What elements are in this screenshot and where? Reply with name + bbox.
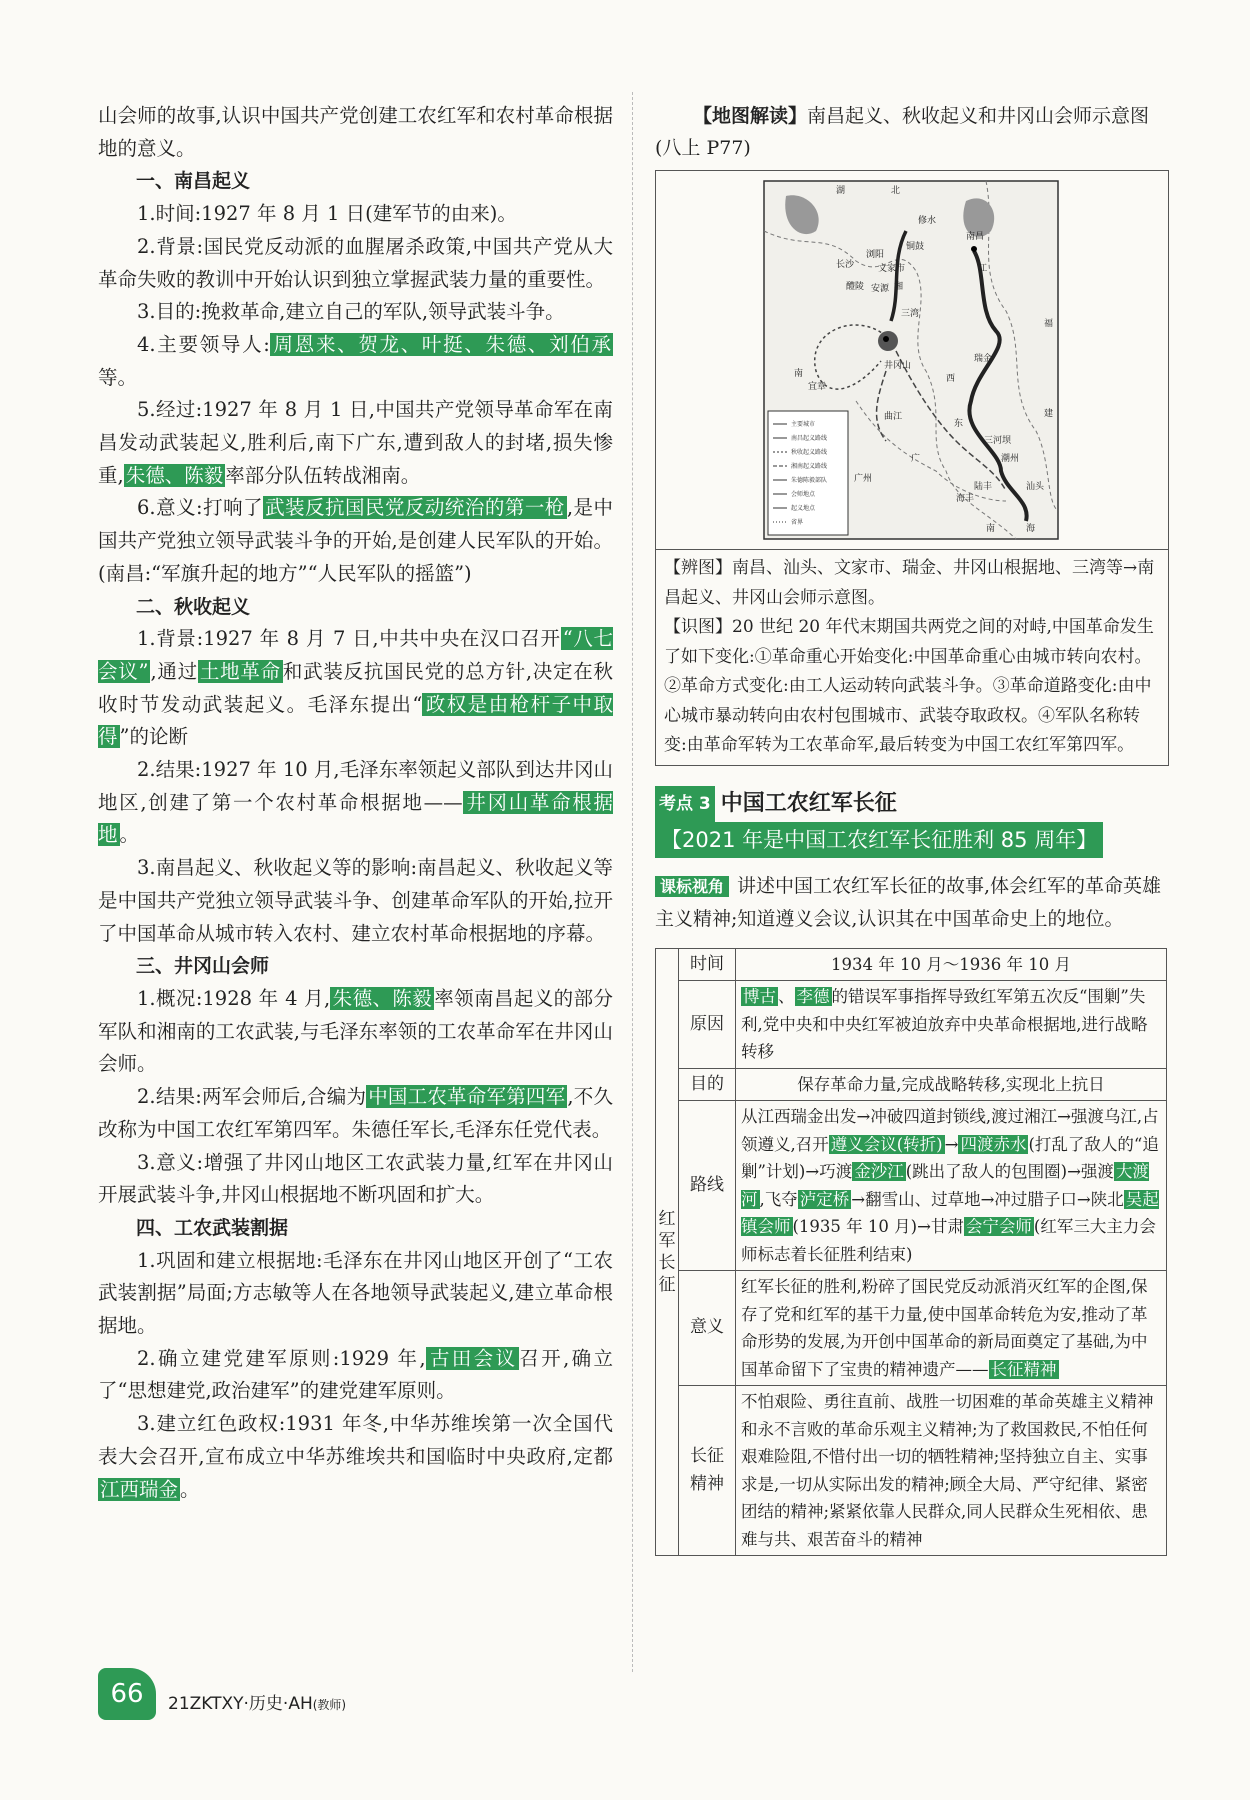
- nanchang-process: 5.经过:1927 年 8 月 1 日,中国共产党领导革命军在南昌发动武装起义,胜利后,南下广东,遭到敌人的封堵,损失惨重, 朱德、陈毅 率部分队伍转战湘南。: [98, 398, 613, 487]
- map-label: 南昌: [966, 231, 985, 241]
- map-label: 三河坝: [984, 435, 1012, 445]
- nanchang-purpose: 3.目的:挽救革命,建立自己的军队,领导武装斗争。: [137, 300, 565, 324]
- highlight: 四渡赤水: [960, 1134, 1027, 1154]
- map-label: 南: [986, 523, 996, 533]
- highlight: 中国工农革命军第四军: [368, 1085, 566, 1109]
- highlight: 江西瑞金: [100, 1477, 179, 1501]
- key-point-header: [655, 786, 1171, 858]
- map-label: 建: [1044, 408, 1054, 418]
- key-point-note: 【2021 年是中国工农红军长征胜利 85 周年】: [655, 822, 1103, 858]
- map-label: 潮州: [1001, 453, 1020, 463]
- curriculum-view: [655, 870, 1171, 936]
- map-box: [655, 170, 1169, 766]
- section-title-autumn: 二、秋收起义: [136, 595, 251, 618]
- legend-item: 主要城市: [791, 422, 816, 428]
- highlight: 博古: [743, 987, 776, 1006]
- map-label: 陆丰: [974, 481, 993, 491]
- separation-principle: 2.确立建党建军原则:1929 年, 古田会议 召开,确立了“思想建党,政治建军”的建党建军原则。: [98, 1346, 613, 1403]
- map-label: 东: [954, 418, 964, 428]
- row-aim: 保存革命力量,完成战略转移,实现北上抗日: [736, 1068, 1167, 1101]
- map-label: 海: [1026, 523, 1036, 533]
- map-heading: 【地图解读】南昌起义、秋收起义和井冈山会师示意图(八上 P77): [655, 105, 1150, 159]
- intro-text: 山会师的故事,认识中国共产党创建工农红军和农村革命根据地的意义。: [98, 104, 613, 160]
- row-time: 1934 年 10 月～1936 年 10 月: [736, 948, 1167, 981]
- long-march-table: [655, 948, 1167, 1557]
- row-label: 目的: [679, 1068, 736, 1101]
- right-column: [655, 100, 1171, 1556]
- row-reason: 博古 、 李德 的错误军事指挥导致红军第五次反“围剿”失利,党中央和中央红军被迫放弃中央革命根据地,进行战略转移: [736, 981, 1167, 1069]
- page-footer: [98, 1668, 346, 1720]
- highlight: “八七会议”: [98, 627, 613, 683]
- legend-item: 湘南起义路线: [791, 464, 828, 470]
- highlight: 古田会议: [427, 1346, 518, 1370]
- map-label: 福: [1044, 318, 1054, 328]
- map-label: 安源: [871, 283, 890, 293]
- section-title-armed-separation: 四、工农武装割据: [136, 1216, 289, 1239]
- row-label: 路线: [679, 1101, 736, 1271]
- section-title-nanchang: 一、南昌起义: [136, 170, 251, 193]
- highlight: 泸定桥: [799, 1189, 850, 1209]
- map-label: 海丰: [956, 493, 975, 503]
- column-divider: [632, 92, 633, 1672]
- table-side-label: 红军长征: [656, 948, 679, 1556]
- map-label: 广: [911, 453, 921, 463]
- map-label: 井冈山: [884, 360, 912, 370]
- map-label: 铜鼓: [906, 241, 925, 251]
- autumn-impact: 3.南昌起义、秋收起义等的影响:南昌起义、秋收起义等是中国共产党独立领导武装斗争、创建革命军队的开始,拉开了中国革命从城市转入农村、建立农村革命根据地的序幕。: [98, 856, 613, 945]
- map-label: 曲江: [884, 411, 903, 421]
- map-label: 宜章: [808, 381, 827, 391]
- row-spirit: 不怕艰险、勇往直前、战胜一切困难的革命英雄主义精神和永不言败的革命乐观主义精神;为了救国救民,不怕任何艰难险阻,不惜付出一切的牺牲精神;坚持独立自主、实事求是,一切从实际出发的精神;顾全大局、严守纪律、紧密团结的精神;紧紧依靠人民群众,同人民群众生死相依、患难与共、艰苦奋斗的精神: [736, 1386, 1167, 1556]
- highlight: 金沙江: [854, 1162, 904, 1181]
- page-number: 66: [98, 1668, 156, 1720]
- map-label: 浏阳: [866, 249, 885, 259]
- highlight: 武装反抗国民党反动统治的第一枪: [265, 496, 565, 520]
- left-column: [98, 100, 613, 1506]
- legend-item: 朱德陈毅部队: [791, 478, 828, 484]
- autumn-result: 2.结果:1927 年 10 月,毛泽东率领起义部队到达井冈山地区,创建了第一个农村革命根据地—— 井冈山革命根据地 。: [98, 758, 613, 847]
- map-label: 广州: [854, 473, 873, 483]
- shi-note: 【识图】20 世纪 20 年代末期国共两党之间的对峙,中国革命发生了如下变化:①革命重心开始变化:中国革命重心由城市转向农村。②革命方式变化:由工人运动转向武装斗争。③革命道路变化:由中心城市暴动转向由农村包围城市、武装夺取政权。④军队名称转变:由革命军转为工农革命军,最后转变为中国工农红军第四军。: [664, 617, 1154, 755]
- highlight: 李德: [796, 987, 830, 1006]
- map-tag: 【地图解读】: [693, 105, 808, 127]
- legend-item: 会师地点: [791, 492, 816, 498]
- map-notes: [656, 549, 1168, 765]
- row-significance: 红军长征的胜利,粉碎了国民党反动派消灭红军的企图,保存了党和红军的基干力量,使中国革命转危为安,推动了革命形势的发展,为开创中国革命的新局面奠定了基础,为中国革命留下了宝贵的精神遗产—— 长征精神: [736, 1271, 1167, 1386]
- jinggang-significance: 3.意义:增强了井冈山地区工农武装力量,红军在井冈山开展武装斗争,井冈山根据地不断巩固和扩大。: [98, 1150, 613, 1207]
- row-label: 意义: [679, 1271, 736, 1386]
- key-point-tag: 考点 3: [655, 786, 715, 822]
- curriculum-tag: 课标视角: [655, 876, 729, 897]
- map-label: 北: [891, 185, 901, 195]
- map-label: 三湾: [901, 308, 920, 318]
- highlight: 周恩来、贺龙、叶挺、朱德、刘伯承: [271, 332, 611, 356]
- map-svg: [656, 171, 1168, 549]
- map-label: 瑞金: [974, 353, 993, 363]
- legend-item: 南昌起义路线: [791, 436, 828, 442]
- row-label: 原因: [679, 981, 736, 1069]
- separation-base: 1.巩固和建立根据地:毛泽东在井冈山地区开创了“工农武装割据”局面;方志敏等人在各地领导武装起义,建立革命根据地。: [98, 1248, 613, 1338]
- map-label: 文家市: [878, 263, 906, 273]
- highlight: 大渡河: [741, 1162, 1149, 1209]
- curriculum-text: 讲述中国工农红军长征的故事,体会红军的革命英雄主义精神;知道遵义会议,认识其在中国革命史上的地位。: [655, 874, 1162, 930]
- bian-note: 【辨图】南昌、汕头、文家市、瑞金、井冈山根据地、三湾等→南昌起义、井冈山会师示意图。: [664, 558, 1155, 608]
- legend-item: 秋收起义路线: [791, 450, 828, 456]
- nanchang-background: 2.背景:国民党反动派的血腥屠杀政策,中国共产党从大革命失败的教训中开始认识到独立掌握武装力量的重要性。: [98, 234, 613, 291]
- separation-regime: 3.建立红色政权:1931 年冬,中华苏维埃第一次全国代表大会召开,宣布成立中华苏维埃共和国临时中央政府,定都江西瑞金 。: [98, 1412, 613, 1501]
- map-label: 修水: [918, 215, 937, 225]
- highlight: 朱德、陈毅: [125, 463, 224, 487]
- route-map: [656, 171, 1168, 549]
- nanchang-leaders: 4.主要领导人: 周恩来、贺龙、叶挺、朱德、刘伯承等。: [98, 332, 611, 389]
- map-label: 醴陵: [846, 281, 865, 291]
- highlight: 遵义会议(转折): [830, 1134, 943, 1154]
- map-label: 长沙: [836, 259, 855, 269]
- highlight: 会宁会师: [965, 1217, 1032, 1236]
- legend-item: 起义地点: [791, 506, 816, 512]
- section-title-jinggangshan: 三、井冈山会师: [136, 955, 270, 978]
- highlight: 长征精神: [990, 1359, 1057, 1379]
- row-label: 时间: [679, 948, 736, 981]
- jinggang-result: 2.结果:两军会师后,合编为 中国工农革命军第四军 ,不久改称为中国工农红军第四军。朱德任军长,毛泽东任党代表。: [98, 1085, 613, 1141]
- nanchang-significance: 6.意义:打响了 武装反抗国民党反动统治的第一枪 ,是中国共产党独立领导武装斗争的开始,是创建人民军队的开始。(南昌:“军旗升起的地方”“人民军队的摇篮”): [98, 496, 613, 585]
- map-label: 江: [978, 263, 988, 273]
- highlight: 政权是由枪杆子中取得: [98, 692, 613, 749]
- legend-item: 省界: [791, 520, 804, 526]
- highlight: 朱德、陈毅: [332, 986, 433, 1010]
- autumn-background: 1.背景:1927 年 8 月 7 日,中共中央在汉口召开 “八七会议” ,通过 土地革命 和武装反抗国民党的总方针,决定在秋收时节发动武装起义。毛泽东提出“ 政权是由枪杆子中取得 ”的论断: [98, 627, 613, 749]
- key-point-title: 中国工农红军长征: [720, 790, 897, 816]
- map-label: 汕头: [1026, 481, 1045, 491]
- row-label: 长征精神: [679, 1386, 736, 1556]
- highlight: 井冈山革命根据地: [98, 790, 613, 847]
- map-label: 西: [946, 373, 956, 383]
- highlight: 土地革命: [199, 659, 281, 683]
- map-label: 南: [794, 368, 804, 378]
- map-label: 湖: [836, 185, 846, 195]
- highlight: 吴起镇会师: [741, 1189, 1159, 1236]
- book-code: 21ZKTXY·历史·AH(教师): [168, 1693, 347, 1714]
- map-label: 湘: [894, 281, 904, 291]
- row-route: 从江西瑞金出发→冲破四道封锁线,渡过湘江→强渡乌江,占领遵义,召开 遵义会议(转折) → 四渡赤水 (打乱了敌人的“追剿”计划)→巧渡 金沙江 (跳出了敌人的包围圈)→强渡 大渡河 ,飞夺 泸定桥 →翻雪山、过草地→冲过腊子口→陕北 吴起镇会师 (1935 年 10 月)→甘肃 会宁会师 (红军三大主力会师标志着长征胜利结束): [736, 1101, 1167, 1271]
- jinggang-overview: 1.概况:1928 年 4 月, 朱德、陈毅 率领南昌起义的部分军队和湘南的工农武装,与毛泽东率领的工农革命军在井冈山会师。: [98, 986, 613, 1076]
- nanchang-time: 1.时间:1927 年 8 月 1 日(建军节的由来)。: [137, 202, 517, 226]
